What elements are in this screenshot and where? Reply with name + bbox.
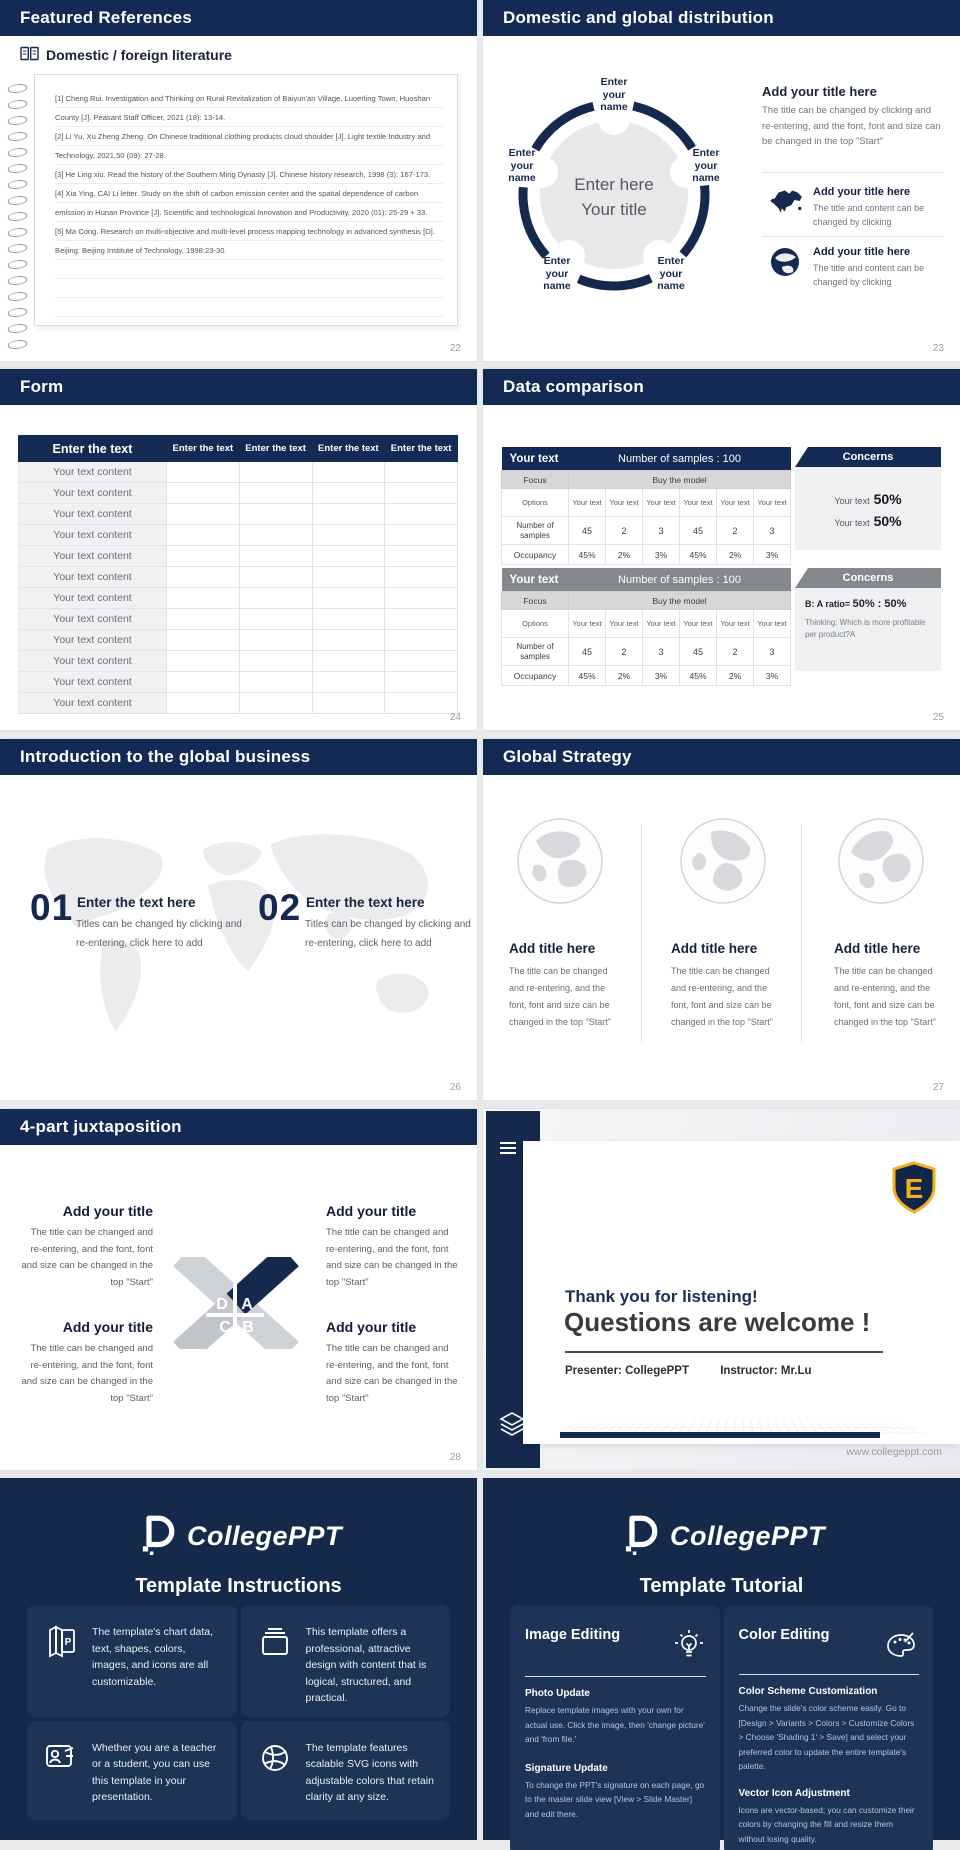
- divider: [762, 236, 943, 237]
- step-body: Titles can be changed by clicking and re-entering, click here to add: [76, 919, 242, 949]
- slide-26-global-business[interactable]: [0, 739, 477, 1100]
- right-heading: Add your title here: [762, 84, 877, 99]
- template-instructions-panel: [0, 1478, 477, 1840]
- page-number: 26: [449, 1082, 461, 1093]
- presenter-line: Presenter: CollegePPT Instructor: Mr.Lu: [565, 1365, 812, 1377]
- template-tutorial-panel: [483, 1478, 960, 1844]
- page-number: 27: [932, 1082, 944, 1093]
- instruction-card: P The template's chart data, text, shapes, colors, images, and icons are all customizable.: [27, 1605, 237, 1717]
- collegeppt-logo-icon: [135, 1510, 177, 1563]
- column-heading: Add title here: [509, 941, 596, 956]
- svg-text:B: B: [242, 1319, 254, 1336]
- column-divider: [801, 824, 802, 1042]
- quadrant-block: Add your title The title can be changed and re-entering, and the font, font and size can be changed in the top "Start": [21, 1203, 153, 1288]
- quadrant-block: Add your title The title can be changed and re-entering, and the font, font and size can be changed in the top "Start": [326, 1319, 458, 1404]
- section-heading: Signature Update: [525, 1762, 608, 1774]
- divider: [739, 1674, 920, 1675]
- table-row: Your text content: [19, 651, 458, 672]
- tray-icon: [256, 1622, 294, 1707]
- slide-title-bar: [0, 739, 477, 775]
- ball-icon: [256, 1738, 294, 1811]
- slide-title-bar: [0, 0, 477, 36]
- item-title: Add your title here: [813, 186, 911, 198]
- table-row: Your text content: [19, 609, 458, 630]
- tutorial-card: [510, 1605, 720, 1850]
- divider: [762, 172, 943, 173]
- table-row: Your text content: [19, 483, 458, 504]
- thanks-line: Thank you for listening!: [565, 1287, 758, 1306]
- item-body: The title and content can be changed by clicking: [813, 203, 925, 227]
- form-table: [18, 435, 458, 714]
- globe-illustration: [679, 817, 767, 905]
- reference-list-panel: [34, 74, 458, 326]
- spiral-binding: [8, 84, 27, 349]
- brand-row: [483, 1478, 960, 1563]
- page-number: 28: [449, 1452, 461, 1463]
- section-body: Icons are vector-based; you can customize their colors by changing the fill and resize them without losing quality.: [738, 1804, 915, 1844]
- menu-icon[interactable]: [500, 1142, 516, 1157]
- step-number: 02: [258, 887, 302, 928]
- tutorial-cards: [510, 1605, 933, 1844]
- questions-line: Questions are welcome !: [564, 1307, 871, 1337]
- svg-text:C: C: [219, 1319, 231, 1336]
- instruction-cards: [27, 1605, 450, 1820]
- panel-title: Template Instructions: [135, 1575, 342, 1597]
- tutorial-card: [724, 1605, 934, 1850]
- diagram-node-label: Enter your name: [600, 76, 628, 113]
- slide-title-bar: [0, 1109, 477, 1145]
- diagram-node-label: Enter your name: [508, 147, 536, 184]
- diagram-node-label: Enter your name: [657, 255, 685, 292]
- table-row: Your text content: [19, 462, 458, 483]
- slide-28-juxtaposition[interactable]: [0, 1109, 477, 1470]
- slide-title: Introduction to the global business: [20, 747, 311, 766]
- reference-item: [5] Ma Cong. Research on multi-objective and multi-level process mapping technology in advanced synthesis [D]. Beijing: Beijing Institute of Technology, 1998:23-30.: [55, 222, 443, 260]
- concern-line: Your text 50%: [834, 491, 902, 507]
- section-body: To change the PPT's signature on each page, go to the master slide view [View > Slide Master] and edit there.: [525, 1779, 705, 1819]
- slide-title: 4-part juxtaposition: [20, 1117, 182, 1136]
- slide-23-distribution[interactable]: [483, 0, 960, 361]
- x-ribbon-graphic: [170, 1257, 303, 1349]
- brand-name: CollegePPT: [186, 1521, 343, 1551]
- book-icon: [20, 46, 39, 64]
- section-heading-label: Domestic / foreign literature: [46, 47, 232, 63]
- table-row: Your text content: [19, 504, 458, 525]
- table-row: Your text content: [19, 525, 458, 546]
- concern-line: Your text 50%: [834, 513, 902, 529]
- pages-icon: [42, 1622, 80, 1707]
- step-body: Titles can be changed by clicking and re-entering, click here to add: [305, 919, 471, 949]
- table-header-row: Enter the text Enter the text Enter the text Enter the text Enter the text: [19, 436, 458, 462]
- svg-text:A: A: [241, 1296, 253, 1313]
- slide-title: Data comparison: [503, 377, 644, 396]
- item-body: The title and content can be changed by clicking: [813, 263, 925, 287]
- section-heading: [20, 46, 232, 64]
- section-heading: Vector Icon Adjustment: [738, 1787, 850, 1799]
- instruction-card: The template features scalable SVG icons with adjustable colors that retain clarity at any size.: [241, 1721, 451, 1821]
- item-title: Add your title here: [813, 246, 911, 258]
- slide-title: Domestic and global distribution: [503, 8, 774, 27]
- thank-you-card: [523, 1141, 960, 1444]
- diagram-node-label: Enter your name: [692, 147, 720, 184]
- column-body: The title can be changed and re-entering, and the font, font and size can be changed in the top "Start": [509, 966, 611, 1027]
- slide-24-form[interactable]: [0, 369, 477, 730]
- column-body: The title can be changed and re-entering, and the font, font and size can be changed in the top "Start": [834, 966, 936, 1027]
- reference-item: [2] Li Yu, Xu Zheng Zheng. On Chinese traditional clothing products cloud shoulder [J]. Light textile Industry and Technology, 2021,50 (09): 27-28.: [55, 127, 443, 165]
- right-body: The title can be changed by clicking and re-entering, and the font, font and size can be changed in the top "Start": [762, 105, 941, 147]
- reference-item: [4] Xia Ying, CAI Li letter. Study on the shift of carbon emission center and the spatial dependence of carbon emission in Hunan Province [J]. Scientific and technological Innovation and Productivity, 2020 (01): 25-29 + 33.: [55, 184, 443, 222]
- table-row: Your text content: [19, 588, 458, 609]
- concerns-box-1: [795, 447, 941, 550]
- column-heading: Add title here: [671, 941, 758, 956]
- card-header: Color Editing: [739, 1619, 920, 1665]
- table-row: Your text content: [19, 693, 458, 714]
- website-url[interactable]: www.collegeppt.com: [846, 1446, 942, 1458]
- table-row: Your text content: [19, 630, 458, 651]
- slide-title-bar: [483, 369, 960, 405]
- page-number: 23: [932, 343, 944, 354]
- quadrant-block: Add your title The title can be changed and re-entering, and the font, font and size can be changed in the top "Start": [326, 1203, 458, 1288]
- ruled-lines: [55, 260, 443, 317]
- slide-title: Global Strategy: [503, 747, 632, 766]
- globe-illustration: [837, 817, 925, 905]
- svg-text:E: E: [904, 1173, 924, 1204]
- wireframe-mesh-decoration: [523, 1352, 960, 1434]
- globe-illustration: [516, 817, 604, 905]
- step-number: 01: [30, 887, 74, 928]
- concerns-box-2: [795, 568, 941, 671]
- palette-icon: [883, 1627, 919, 1665]
- section-heading: Color Scheme Customization: [738, 1686, 878, 1697]
- university-shield-logo: [890, 1161, 938, 1220]
- slide-title-bar: [483, 739, 960, 775]
- quadrant-block: Add your title The title can be changed and re-entering, and the font, font and size can be changed in the top "Start": [21, 1319, 153, 1404]
- slide-title-bar: [483, 0, 960, 36]
- slide-25-data-comparison[interactable]: [483, 369, 960, 730]
- page-number: 24: [449, 712, 461, 723]
- slide-title-bar: [0, 369, 477, 405]
- slide-27-global-strategy[interactable]: [483, 739, 960, 1100]
- globe-icon: [769, 246, 801, 283]
- step-heading: Enter the text here: [77, 895, 196, 910]
- page-number: 25: [932, 712, 944, 723]
- section-heading: Photo Update: [525, 1688, 590, 1699]
- comparison-table-1: Your text Number of samples : 100 Focus Buy the model Options Your text Your text Your text Your text Your text Your text Number of samples 45 2 3 45 2 3 Occupancy 45% 2% 3% 45% 2% 3%: [501, 447, 791, 565]
- page-number: 22: [449, 343, 461, 354]
- table-row: Your text content: [19, 546, 458, 567]
- brand-name: CollegePPT: [669, 1521, 826, 1551]
- comparison-table-2: Your text Number of samples : 100 Focus Buy the model Options Your text Your text Your text Your text Your text Your text Number of samples 45 2 3 45 2 3 Occupancy 45% 2% 3% 45% 2% 3%: [501, 568, 791, 686]
- diagram-node-label: Enter your name: [543, 255, 571, 292]
- instruction-card: This template offers a professional, attractive design with content that is logical, structured, and practical.: [241, 1605, 451, 1717]
- concerns-header: Concerns: [795, 568, 941, 588]
- section-body: Change the slide's color scheme easily. Go to [Design > Variants > Colors > Customize Colors > Choose 'Shading 1' > Save] and select your preferred color to update the entire template's palette.: [738, 1703, 915, 1771]
- table-row: Your text content: [19, 567, 458, 588]
- reference-item: [1] Cheng Rui. Investigation and Thinking on Rural Revitalization of Baiyun'an Village, Luoerling Town, Huoshan County [J]. Peasant Staff Officer, 2021 (18): 13-14.: [55, 89, 443, 127]
- table-row: Your text content: [19, 672, 458, 693]
- step-heading: Enter the text here: [306, 895, 425, 910]
- bottom-accent-bar: [560, 1432, 880, 1438]
- slide-22-featured-references[interactable]: [0, 0, 477, 361]
- column-body: The title can be changed and re-entering, and the font, font and size can be changed in the top "Start": [671, 966, 773, 1027]
- person-card-icon: [42, 1738, 80, 1811]
- slide-title: Featured References: [20, 8, 192, 27]
- panel-title: Template Tutorial: [639, 1575, 804, 1597]
- section-body: Replace template images with your own for actual use. Click the image, then 'change picture' and 'from file.': [525, 1705, 705, 1744]
- brand-row: [0, 1478, 477, 1563]
- thinking-line: Thinking: Which is more profitable per product?A: [805, 618, 926, 639]
- column-heading: Add title here: [834, 941, 921, 956]
- collegeppt-logo-icon: [618, 1510, 660, 1563]
- slide-title: Form: [20, 377, 64, 396]
- diagram-center-text: Enter here Your title: [574, 175, 654, 219]
- svg-text:P: P: [64, 1637, 72, 1648]
- lightbulb-icon: [672, 1627, 706, 1667]
- column-divider: [641, 824, 642, 1042]
- instruction-card: Whether you are a teacher or a student, you can use this template in your presentation.: [27, 1721, 237, 1821]
- reference-item: [3] He Ling xiu. Read the history of the Southern Ming Dynasty [J]. Chinese history research, 1998 (3): 167-173.: [55, 165, 443, 184]
- ratio-line: B: A ratio= 50% : 50%: [805, 598, 907, 610]
- card-header: Image Editing: [525, 1619, 706, 1667]
- china-map-icon: [767, 186, 805, 221]
- svg-text:D: D: [216, 1296, 228, 1313]
- slide-thank-you[interactable]: [483, 1109, 960, 1470]
- concerns-header: Concerns: [795, 447, 941, 467]
- divider: [525, 1676, 706, 1677]
